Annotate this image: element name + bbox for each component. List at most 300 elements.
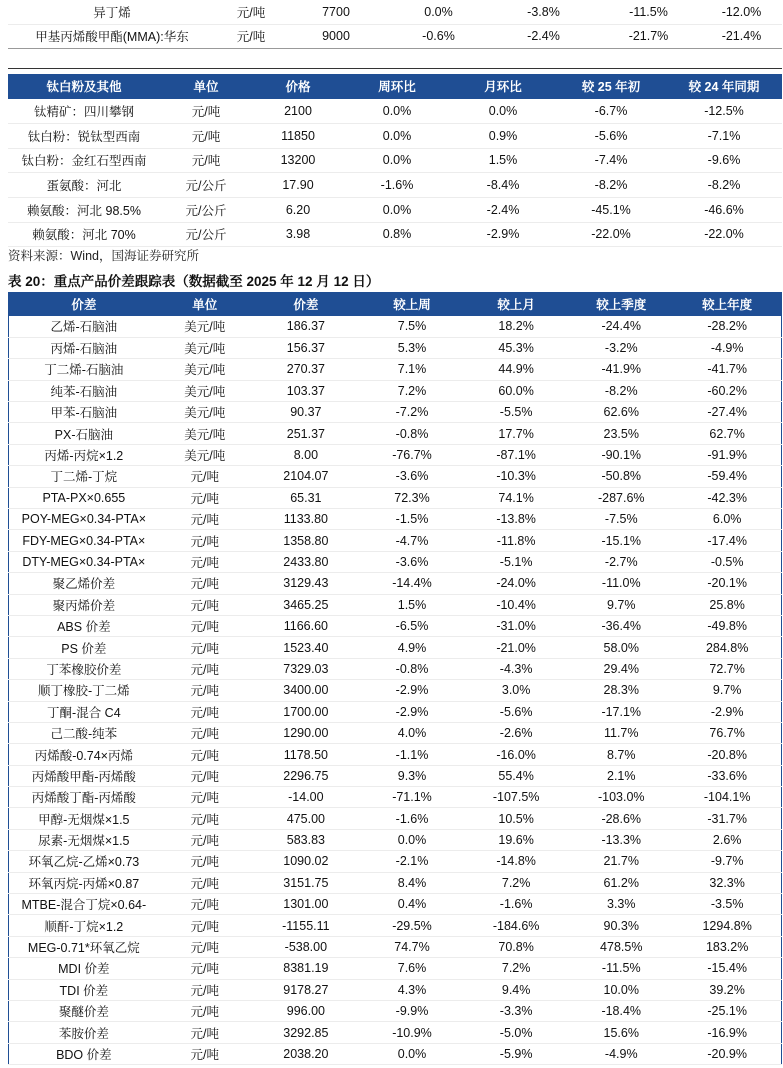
table-cell: -15.1% [569, 530, 673, 551]
table-cell: -15.4% [673, 958, 781, 979]
table-cell: 钛白粉：锐钛型西南 [8, 123, 160, 148]
table-cell: 4.3% [361, 979, 463, 1000]
table-cell: 3.0% [463, 680, 569, 701]
table-cell: 元/吨 [159, 594, 251, 615]
table-cell: DTY-MEG×0.34-PTA× [9, 551, 159, 572]
table-cell: 元/吨 [159, 851, 251, 872]
table-cell: 元/吨 [159, 680, 251, 701]
table-cell: -0.8% [361, 658, 463, 679]
table-cell: 元/吨 [159, 872, 251, 893]
table-cell: MTBE-混合丁烷×0.64- [9, 894, 159, 915]
table-cell: -20.1% [673, 573, 781, 594]
table-row [8, 148, 782, 173]
table-cell: 7.2% [361, 380, 463, 401]
table-row [9, 487, 782, 508]
table-cell: 61.2% [569, 872, 673, 893]
table-cell: -107.5% [463, 787, 569, 808]
table-cell: -41.7% [673, 359, 781, 380]
table-cell: 3.3% [569, 894, 673, 915]
table-row [9, 337, 782, 358]
table-cell: 聚乙烯价差 [9, 573, 159, 594]
table-cell: 32.3% [673, 872, 781, 893]
table-cell: 1.5% [450, 148, 556, 173]
header-cell: 较上年度 [673, 292, 781, 316]
table-cell: 10.0% [569, 979, 673, 1000]
table-cell: -1.6% [344, 173, 450, 198]
table-cell: 44.9% [463, 359, 569, 380]
table-cell: 0.0% [361, 1043, 463, 1064]
table-cell: 17.7% [463, 423, 569, 444]
table-row [9, 936, 782, 957]
table-cell: -4.7% [361, 530, 463, 551]
table-cell: -21.7% [596, 24, 701, 48]
table-cell: -18.4% [569, 1001, 673, 1022]
table-cell: -3.5% [673, 894, 781, 915]
table-cell: 9.3% [361, 765, 463, 786]
table-cell: -538.00 [251, 936, 361, 957]
table-cell: -1.1% [361, 744, 463, 765]
table-cell: 元/吨 [159, 615, 251, 636]
table-row [9, 1001, 782, 1022]
table-cell: 元/吨 [159, 787, 251, 808]
titanium-price-table [8, 74, 782, 247]
table-cell: -11.0% [569, 573, 673, 594]
header-cell: 价格 [252, 74, 344, 99]
table-cell: 丙烯-丙烷×1.2 [9, 444, 159, 465]
table-cell: 纯苯-石脑油 [9, 380, 159, 401]
table-cell: -3.8% [491, 0, 596, 24]
table-cell: 元/吨 [159, 979, 251, 1000]
table-cell: -24.0% [463, 573, 569, 594]
table-cell: -2.7% [569, 551, 673, 572]
table-cell: -12.5% [666, 99, 782, 124]
table-cell: -14.4% [361, 573, 463, 594]
table-row [9, 787, 782, 808]
table-row [9, 915, 782, 936]
table-cell: -9.6% [666, 148, 782, 173]
table-cell: 270.37 [251, 359, 361, 380]
table-cell: 156.37 [251, 337, 361, 358]
table-cell: 元/吨 [159, 894, 251, 915]
table-cell: 元/吨 [159, 487, 251, 508]
table-row [8, 99, 782, 124]
table-cell: -2.9% [361, 680, 463, 701]
table-cell: -5.6% [463, 701, 569, 722]
table-cell: -2.4% [450, 197, 556, 222]
table-cell: 1133.80 [251, 509, 361, 530]
table-cell: 元/吨 [159, 530, 251, 551]
table-cell: 284.8% [673, 637, 781, 658]
table-cell: 美元/吨 [159, 380, 251, 401]
table-cell: 15.6% [569, 1022, 673, 1043]
table-cell: 62.7% [673, 423, 781, 444]
table-cell: 3400.00 [251, 680, 361, 701]
table-cell: 17.90 [252, 173, 344, 198]
table-cell: 19.6% [463, 829, 569, 850]
table-cell: 11850 [252, 123, 344, 148]
table-cell: 8.00 [251, 444, 361, 465]
table-cell: 元/吨 [159, 573, 251, 594]
table-cell: -1.6% [463, 894, 569, 915]
table-row [9, 530, 782, 551]
table-cell: -6.7% [556, 99, 666, 124]
table-cell: 9178.27 [251, 979, 361, 1000]
table-cell: 钛精矿：四川攀钢 [8, 99, 160, 124]
table-header-row [8, 74, 782, 99]
table-cell: 苯胺价差 [9, 1022, 159, 1043]
table-row [9, 359, 782, 380]
table-cell: 己二酸-纯苯 [9, 722, 159, 743]
table-cell: -10.4% [463, 594, 569, 615]
table-cell: 9.7% [569, 594, 673, 615]
table-cell: 环氧乙烷-乙烯×0.73 [9, 851, 159, 872]
table-cell: 10.5% [463, 808, 569, 829]
table-cell: 29.4% [569, 658, 673, 679]
header-cell: 单位 [159, 292, 251, 316]
table-row [9, 829, 782, 850]
table-row [9, 423, 782, 444]
table-cell: 5.3% [361, 337, 463, 358]
table-cell: 聚丙烯价差 [9, 594, 159, 615]
top-price-table [8, 0, 782, 49]
table-cell: 1358.80 [251, 530, 361, 551]
section-divider [8, 68, 782, 69]
table-cell: BDO 价差 [9, 1043, 159, 1064]
table-cell: -2.6% [463, 722, 569, 743]
table-cell: -14.00 [251, 787, 361, 808]
table-cell: -6.5% [361, 615, 463, 636]
table-row [9, 1022, 782, 1043]
table-cell: 251.37 [251, 423, 361, 444]
table-cell: 18.2% [463, 316, 569, 337]
table-cell: -16.9% [673, 1022, 781, 1043]
table-cell: 0.0% [344, 99, 450, 124]
table-row [9, 680, 782, 701]
table-cell: -2.9% [673, 701, 781, 722]
table-row [9, 444, 782, 465]
table-cell: 0.0% [344, 123, 450, 148]
table-cell: 3.98 [252, 222, 344, 247]
table-cell: 2038.20 [251, 1043, 361, 1064]
table-caption: 表 20：重点产品价差跟踪表（数据截至 2025 年 12 月 12 日） [8, 274, 380, 289]
table-cell: 475.00 [251, 808, 361, 829]
header-cell: 价差 [9, 292, 159, 316]
table-row [8, 197, 782, 222]
table-cell: -104.1% [673, 787, 781, 808]
table-cell: PTA-PX×0.655 [9, 487, 159, 508]
table-cell: 74.7% [361, 936, 463, 957]
table-cell: -8.4% [450, 173, 556, 198]
table-cell: 丙烯酸丁酯-丙烯酸 [9, 787, 159, 808]
table-cell: 7.5% [361, 316, 463, 337]
table-cell: -60.2% [673, 380, 781, 401]
table-cell: 0.8% [344, 222, 450, 247]
table-cell: -2.4% [491, 24, 596, 48]
table-row [9, 701, 782, 722]
table-cell: -76.7% [361, 444, 463, 465]
table-cell: -22.0% [666, 222, 782, 247]
header-cell: 较 24 年同期 [666, 74, 782, 99]
table-cell: 996.00 [251, 1001, 361, 1022]
table-cell: 90.3% [569, 915, 673, 936]
table-cell: 1700.00 [251, 701, 361, 722]
table-cell: 美元/吨 [159, 359, 251, 380]
table-cell: -21.0% [463, 637, 569, 658]
table-cell: 0.0% [344, 197, 450, 222]
header-cell: 较 25 年初 [556, 74, 666, 99]
table-cell: 元/吨 [159, 509, 251, 530]
table-cell: -20.8% [673, 744, 781, 765]
table-cell: 3129.43 [251, 573, 361, 594]
header-cell: 周环比 [344, 74, 450, 99]
table-cell: 元/公斤 [160, 222, 252, 247]
table-cell: 1294.8% [673, 915, 781, 936]
table-cell: -7.5% [569, 509, 673, 530]
table-row [9, 637, 782, 658]
table-row [9, 851, 782, 872]
table-cell: -1155.11 [251, 915, 361, 936]
header-cell: 较上季度 [569, 292, 673, 316]
header-cell: 钛白粉及其他 [8, 74, 160, 99]
header-cell: 单位 [160, 74, 252, 99]
table-cell: -3.3% [463, 1001, 569, 1022]
table-cell: 76.7% [673, 722, 781, 743]
table-cell: -28.2% [673, 316, 781, 337]
table-row [9, 1043, 782, 1064]
table-cell: -7.1% [666, 123, 782, 148]
table-cell: -14.8% [463, 851, 569, 872]
table-cell: -184.6% [463, 915, 569, 936]
table-cell: -3.6% [361, 551, 463, 572]
table-cell: 0.0% [386, 0, 491, 24]
table-row [9, 894, 782, 915]
table-row [9, 380, 782, 401]
table-row [9, 765, 782, 786]
table-row [9, 958, 782, 979]
table-cell: 8.4% [361, 872, 463, 893]
table-cell: 55.4% [463, 765, 569, 786]
table-cell: 60.0% [463, 380, 569, 401]
table-cell: 元/公斤 [160, 197, 252, 222]
table-cell: ABS 价差 [9, 615, 159, 636]
table-cell: -45.1% [556, 197, 666, 222]
table-cell: 7.2% [463, 872, 569, 893]
table-cell: PS 价差 [9, 637, 159, 658]
table-cell: 元/吨 [216, 24, 286, 48]
table-cell: 103.37 [251, 380, 361, 401]
table-cell: -31.7% [673, 808, 781, 829]
table-cell: -8.2% [666, 173, 782, 198]
table-cell: -42.3% [673, 487, 781, 508]
table-cell: -4.9% [673, 337, 781, 358]
table-cell: 11.7% [569, 722, 673, 743]
table-row [9, 808, 782, 829]
table-cell: 乙烯-石脑油 [9, 316, 159, 337]
table-cell: -10.3% [463, 466, 569, 487]
table-cell: -2.9% [450, 222, 556, 247]
table-cell: -0.6% [386, 24, 491, 48]
table-cell: -103.0% [569, 787, 673, 808]
table-cell: 聚醚价差 [9, 1001, 159, 1022]
table-row [9, 551, 782, 572]
table-cell: 7.6% [361, 958, 463, 979]
table-cell: 6.0% [673, 509, 781, 530]
table-cell: -0.8% [361, 423, 463, 444]
table-cell: 美元/吨 [159, 402, 251, 423]
table-cell: 美元/吨 [159, 337, 251, 358]
table-cell: 2.1% [569, 765, 673, 786]
table-cell: 元/吨 [216, 0, 286, 24]
table-cell: 2296.75 [251, 765, 361, 786]
table-row [8, 24, 782, 48]
table-cell: 丙烯酸-0.74×丙烯 [9, 744, 159, 765]
table-cell: -2.1% [361, 851, 463, 872]
table-cell: 蛋氨酸：河北 [8, 173, 160, 198]
table-cell: 1166.60 [251, 615, 361, 636]
table-cell: -17.4% [673, 530, 781, 551]
table-cell: -13.8% [463, 509, 569, 530]
table-cell: 赖氨酸：河北 70% [8, 222, 160, 247]
table-cell: 13200 [252, 148, 344, 173]
table-cell: -5.1% [463, 551, 569, 572]
table-cell: 183.2% [673, 936, 781, 957]
table-cell: 39.2% [673, 979, 781, 1000]
table-cell: TDI 价差 [9, 979, 159, 1000]
table-cell: -87.1% [463, 444, 569, 465]
table-cell: -50.8% [569, 466, 673, 487]
table-cell: -59.4% [673, 466, 781, 487]
table-cell: 9.7% [673, 680, 781, 701]
table-cell: 3465.25 [251, 594, 361, 615]
table-cell: 8.7% [569, 744, 673, 765]
table-cell: 72.3% [361, 487, 463, 508]
table-cell: -27.4% [673, 402, 781, 423]
table-cell: 元/吨 [159, 466, 251, 487]
table-cell: -9.9% [361, 1001, 463, 1022]
table-cell: POY-MEG×0.34-PTA× [9, 509, 159, 530]
table-cell: -1.5% [361, 509, 463, 530]
table-cell: 9000 [286, 24, 386, 48]
table-cell: 元/吨 [159, 915, 251, 936]
table-cell: 0.9% [450, 123, 556, 148]
table-cell: 0.4% [361, 894, 463, 915]
table-cell: -11.5% [569, 958, 673, 979]
table-cell: -9.7% [673, 851, 781, 872]
table-cell: 钛白粉：金红石型西南 [8, 148, 160, 173]
table-cell: -13.3% [569, 829, 673, 850]
table-cell: -17.1% [569, 701, 673, 722]
table-row [9, 872, 782, 893]
table-cell: 元/吨 [159, 829, 251, 850]
table-cell: -31.0% [463, 615, 569, 636]
table-cell: 尿素-无烟煤×1.5 [9, 829, 159, 850]
table-cell: 环氧丙烷-丙烯×0.87 [9, 872, 159, 893]
table-cell: -90.1% [569, 444, 673, 465]
table-cell: 元/吨 [159, 637, 251, 658]
table-cell: -10.9% [361, 1022, 463, 1043]
spread-tracking-table [8, 292, 782, 1065]
table-cell: 2.6% [673, 829, 781, 850]
table-cell: 7.2% [463, 958, 569, 979]
table-cell: -28.6% [569, 808, 673, 829]
table-cell: -33.6% [673, 765, 781, 786]
table-cell: -5.0% [463, 1022, 569, 1043]
table-cell: 1290.00 [251, 722, 361, 743]
table-cell: 元/吨 [159, 1043, 251, 1064]
table-row [8, 222, 782, 247]
table-cell: 元/吨 [159, 722, 251, 743]
table-cell: -41.9% [569, 359, 673, 380]
table-cell: PX-石脑油 [9, 423, 159, 444]
table-cell: 元/吨 [160, 148, 252, 173]
table-cell: FDY-MEG×0.34-PTA× [9, 530, 159, 551]
table-cell: -71.1% [361, 787, 463, 808]
table-cell: 顺酐-丁烷×1.2 [9, 915, 159, 936]
table-row [9, 722, 782, 743]
table-cell: 1523.40 [251, 637, 361, 658]
source-note: 资料来源：Wind，国海证券研究所 [8, 249, 199, 263]
table-cell: 甲苯-石脑油 [9, 402, 159, 423]
table-row [9, 615, 782, 636]
table-cell: 58.0% [569, 637, 673, 658]
table-cell: 丁二烯-石脑油 [9, 359, 159, 380]
table-header-row [9, 292, 782, 316]
table-cell: 45.3% [463, 337, 569, 358]
table-cell: 0.0% [361, 829, 463, 850]
header-cell: 价差 [251, 292, 361, 316]
table-cell: -1.6% [361, 808, 463, 829]
table-cell: 丁苯橡胶价差 [9, 658, 159, 679]
table-cell: -5.6% [556, 123, 666, 148]
table-cell: 异丁烯 [8, 0, 216, 24]
table-cell: 65.31 [251, 487, 361, 508]
table-cell: 元/吨 [159, 936, 251, 957]
table-cell: 23.5% [569, 423, 673, 444]
table-cell: 74.1% [463, 487, 569, 508]
table-cell: -287.6% [569, 487, 673, 508]
table-cell: 6.20 [252, 197, 344, 222]
table-row [8, 173, 782, 198]
table-cell: 8381.19 [251, 958, 361, 979]
table-cell: -20.9% [673, 1043, 781, 1064]
table-cell: 元/吨 [159, 551, 251, 572]
table-cell: 元/吨 [159, 658, 251, 679]
table-row [9, 402, 782, 423]
table-cell: 3151.75 [251, 872, 361, 893]
table-cell: 2104.07 [251, 466, 361, 487]
table-row [9, 979, 782, 1000]
table-cell: 元/吨 [159, 1022, 251, 1043]
table-cell: 4.0% [361, 722, 463, 743]
table-cell: -7.2% [361, 402, 463, 423]
table-cell: -2.9% [361, 701, 463, 722]
table-cell: 丙烯-石脑油 [9, 337, 159, 358]
table-cell: MEG-0.71*环氧乙烷 [9, 936, 159, 957]
table-cell: 2100 [252, 99, 344, 124]
table-cell: -29.5% [361, 915, 463, 936]
table-cell: 9.4% [463, 979, 569, 1000]
table-cell: -25.1% [673, 1001, 781, 1022]
table-cell: -49.8% [673, 615, 781, 636]
table-cell: 583.83 [251, 829, 361, 850]
table-cell: -11.5% [596, 0, 701, 24]
table-cell: 美元/吨 [159, 423, 251, 444]
table-cell: 0.0% [450, 99, 556, 124]
table-row [9, 316, 782, 337]
table-cell: 478.5% [569, 936, 673, 957]
table-cell: 25.8% [673, 594, 781, 615]
table-cell: 元/吨 [159, 1001, 251, 1022]
